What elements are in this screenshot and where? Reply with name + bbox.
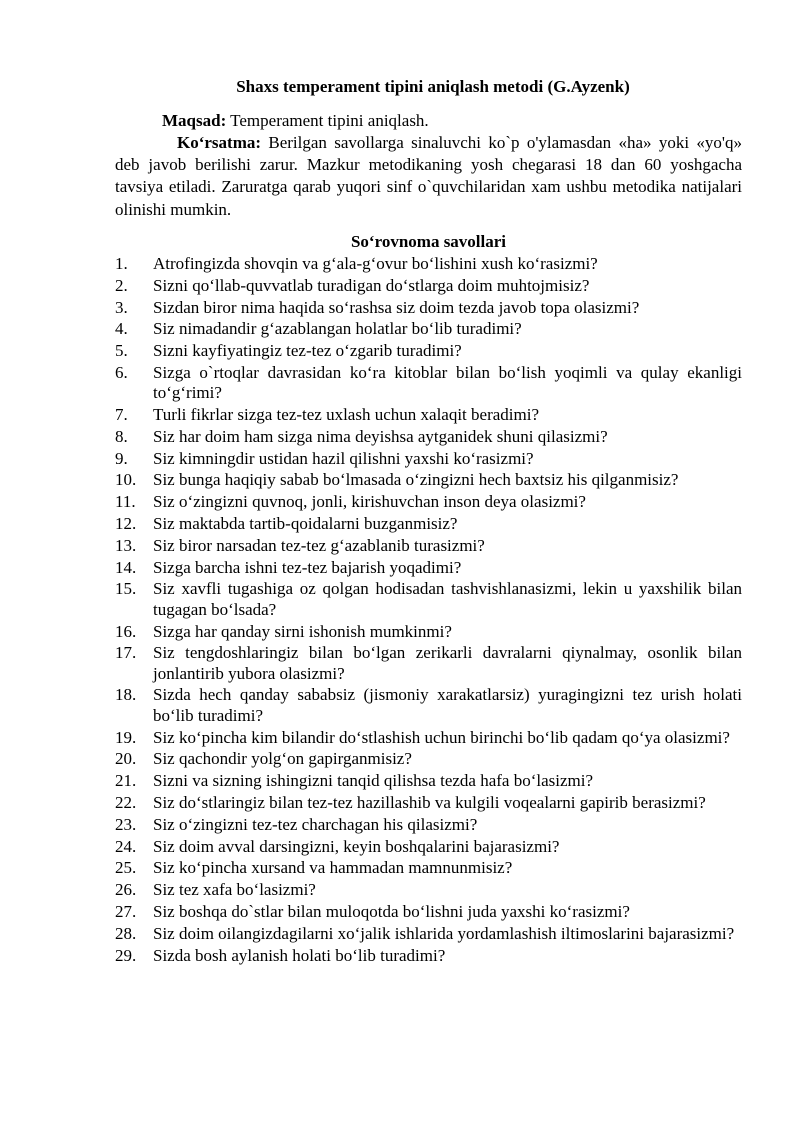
question-item <box>115 579 742 620</box>
question-text: Siz tez xafa bo‘lasizmi? <box>153 880 316 900</box>
question-item <box>115 858 742 878</box>
question-item <box>115 536 742 556</box>
goal-paragraph <box>115 110 742 132</box>
question-item <box>115 319 742 339</box>
question-text: Siz doim avval darsingizni, keyin boshqalarini bajarasizmi? <box>153 836 560 856</box>
question-number: 28. <box>115 923 137 943</box>
question-number: 2. <box>115 275 128 295</box>
question-number: 6. <box>115 362 128 382</box>
goal-text: Temperament tipini aniqlash. <box>226 111 429 130</box>
question-item <box>115 254 742 274</box>
question-number: 25. <box>115 858 137 878</box>
question-item <box>115 276 742 296</box>
question-number: 17. <box>115 643 137 663</box>
question-item <box>115 815 742 835</box>
question-text: Siz har doim ham sizga nima deyishsa aytganidek shuni qilasizmi? <box>153 426 608 446</box>
question-number: 3. <box>115 297 128 317</box>
question-item <box>115 298 742 318</box>
question-text: Turli fikrlar sizga tez-tez uxlash uchun xalaqit beradimi? <box>153 405 539 425</box>
question-item <box>115 902 742 922</box>
question-number: 18. <box>115 685 137 705</box>
document-title: Shaxs temperament tipini aniqlash metodi (G.Ayzenk) <box>236 77 630 96</box>
question-text: Siz boshqa do`stlar bilan muloqotda bo‘lishni juda yaxshi ko‘rasizmi? <box>153 901 630 921</box>
question-number: 16. <box>115 621 137 641</box>
question-text: Siz o‘zingizni quvnoq, jonli, kirishuvchan inson deya olasizmi? <box>153 492 586 512</box>
question-number: 20. <box>115 749 137 769</box>
question-item <box>115 793 742 813</box>
question-number: 23. <box>115 814 137 834</box>
question-number: 19. <box>115 727 137 747</box>
question-item <box>115 341 742 361</box>
question-item <box>115 449 742 469</box>
question-number: 24. <box>115 836 137 856</box>
instruction-label: Ko‘rsatma: <box>177 133 262 152</box>
question-text: Siz do‘stlaringiz bilan tez-tez hazillashib va kulgili voqealarni gapirib berasizmi? <box>153 792 706 812</box>
question-text: Siz xavfli tugashiga oz qolgan hodisadan tashvishlanasizmi, lekin u yaxshilik bilan tugagan bo‘lsada? <box>153 579 742 619</box>
instruction-text: Berilgan savollarga sinaluvchi ko`p o'ylamasdan «ha» yoki «yo'q» deb javob berilishi zarur. Mazkur metodikaning yosh chegarasi 18 dan 60 yoshgachа tavsiya etiladi. Zaruratga qarab yuqori sinf o`quvchilaridan xam ushbu metodika natijalari olinishi mumkin. <box>115 133 742 219</box>
question-text: Siz doim oilangizdagilarni xo‘jalik ishlarida yordamlashish iltimoslarini bajarasizmi? <box>153 923 735 943</box>
question-item <box>115 427 742 447</box>
question-item <box>115 837 742 857</box>
question-number: 15. <box>115 579 137 599</box>
question-text: Atrofingizda shovqin va g‘ala-g‘ovur bo‘lishini xush ko‘rasizmi? <box>153 254 598 273</box>
question-text: Sizda bosh aylanish holati bo‘lib turadimi? <box>153 945 446 965</box>
question-text: Siz maktabda tartib-qoidalarni buzganmisiz? <box>153 514 458 534</box>
question-item <box>115 363 742 404</box>
question-number: 12. <box>115 514 137 534</box>
question-text: Sizga barcha ishni tez-tez bajarish yoqadimi? <box>153 557 462 577</box>
question-number: 14. <box>115 557 137 577</box>
question-number: 4. <box>115 319 128 339</box>
question-number: 1. <box>115 254 128 273</box>
question-item <box>115 405 742 425</box>
question-text: Siz biror narsadan tez-tez g‘azablanib turasizmi? <box>153 535 485 555</box>
question-text: Siz tengdoshlaringiz bilan bo‘lgan zerikarli davralarni qiynalmay, osonlik bilan jonlantirib yubora olasizmi? <box>153 643 742 683</box>
question-item <box>115 492 742 512</box>
question-text: Sizni qo‘llab-quvvatlab turadigan do‘stlarga doim muhtojmisiz? <box>153 275 590 295</box>
question-text: Sizni kayfiyatingiz tez-tez o‘zgarib turadimi? <box>153 341 462 361</box>
question-text: Sizdan biror nima haqida so‘rashsa siz doim tezda javob topa olasizmi? <box>153 297 640 317</box>
question-item <box>115 771 742 791</box>
question-text: Sizga o`rtoqlar davrasidan ko‘ra kitoblar bilan bo‘lish yoqimli va qulay ekanligi to‘g‘rimi? <box>153 362 742 403</box>
question-text: Siz bunga haqiqiy sabab bo‘lmasada o‘zingizni hech baxtsiz his qilganmisiz? <box>153 470 679 490</box>
question-item <box>115 643 742 684</box>
question-number: 27. <box>115 901 137 921</box>
question-number: 21. <box>115 771 137 791</box>
question-text: Sizda hech qanday sababsiz (jismoniy xarakatlarsiz) yuragingizni tez urish holati bo‘lib turadimi? <box>153 685 742 725</box>
question-item <box>115 558 742 578</box>
question-number: 7. <box>115 405 128 425</box>
question-text: Siz kimningdir ustidan hazil qilishni yaxshi ko‘rasizmi? <box>153 448 534 468</box>
question-text: Sizni va sizning ishingizni tanqid qilishsa tezda hafa bo‘lasizmi? <box>153 771 594 791</box>
instruction-paragraph <box>115 132 742 221</box>
question-item <box>115 924 742 944</box>
question-number: 26. <box>115 880 137 900</box>
question-number: 22. <box>115 792 137 812</box>
question-number: 8. <box>115 426 128 446</box>
question-number: 10. <box>115 470 137 490</box>
question-item <box>115 514 742 534</box>
question-text: Siz qachondir yolg‘on gapirganmisiz? <box>153 749 412 769</box>
question-number: 11. <box>115 492 136 512</box>
question-number: 9. <box>115 448 128 468</box>
question-text: Siz o‘zingizni tez-tez charchagan his qilasizmi? <box>153 814 478 834</box>
question-item <box>115 880 742 900</box>
question-item <box>115 946 742 966</box>
question-text: Siz nimadandir g‘azablangan holatlar bo‘lib turadimi? <box>153 319 522 339</box>
question-item <box>115 622 742 642</box>
question-list <box>115 254 742 967</box>
question-text: Siz ko‘pincha xursand va hammadan mamnunmisiz? <box>153 858 513 878</box>
question-text: Siz ko‘pincha kim bilandir do‘stlashish uchun birinchi bo‘lib qadam qo‘ya olasizmi? <box>153 727 730 747</box>
question-number: 5. <box>115 341 128 361</box>
question-item <box>115 728 742 748</box>
question-number: 13. <box>115 535 137 555</box>
question-item <box>115 749 742 769</box>
question-item <box>115 685 742 726</box>
question-number: 29. <box>115 945 137 965</box>
section-title: So‘rovnoma savollari <box>350 232 507 251</box>
question-text: Sizga har qanday sirni ishonish mumkinmi? <box>153 621 452 641</box>
question-item <box>115 470 742 490</box>
goal-label: Maqsad: <box>162 111 227 130</box>
